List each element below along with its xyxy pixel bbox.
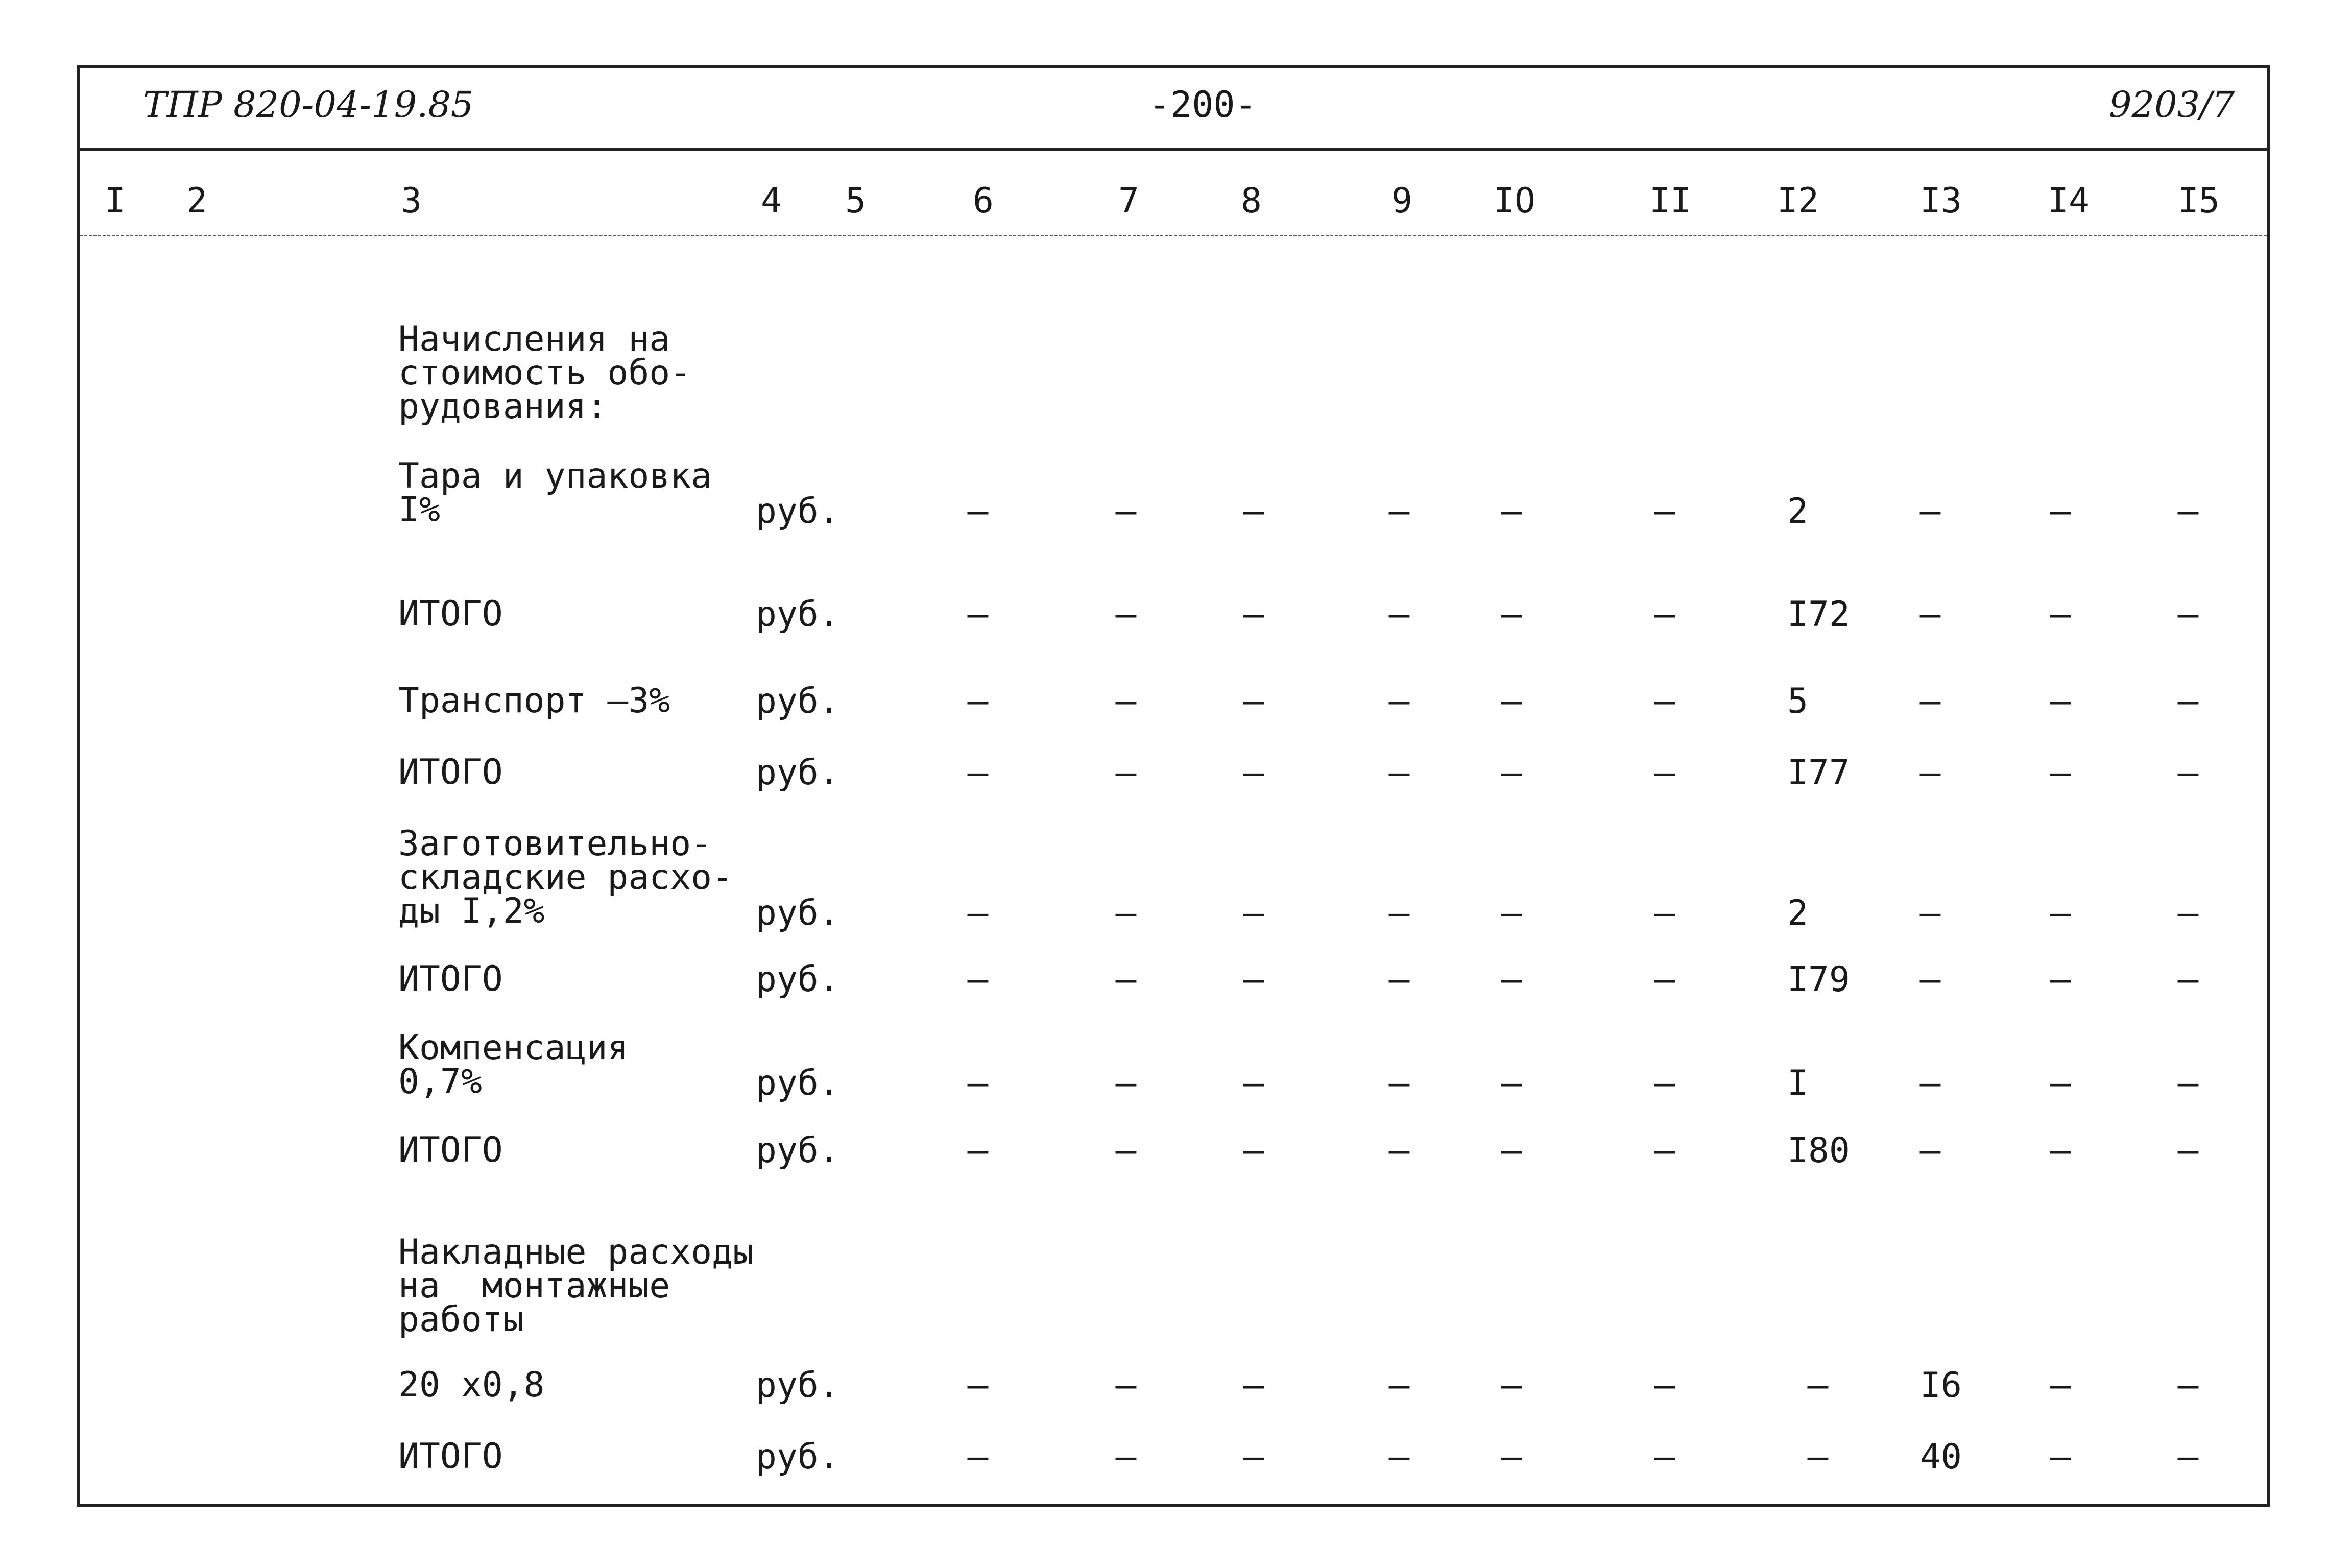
value-cell: – [1243, 681, 1264, 721]
row-label: Тара и упаковка I% [398, 456, 712, 530]
unit-cell: руб. [756, 893, 839, 933]
value-cell: – [1919, 753, 1941, 793]
value-cell: – [1388, 681, 1410, 721]
col-num-10: IO [1494, 181, 1535, 221]
value-cell: 5 [1787, 681, 1808, 721]
col-num-8: 8 [1241, 181, 1262, 221]
value-cell: – [2050, 1437, 2071, 1477]
row-label: Транспорт –3% [398, 681, 670, 721]
value-cell: I [1787, 1063, 1808, 1103]
section2-title: Накладные расходы на монтажные работы [398, 1232, 754, 1340]
value-cell: – [1654, 681, 1675, 721]
value-cell: I6 [1920, 1365, 1962, 1406]
value-cell: – [2050, 1365, 2071, 1406]
unit-cell: руб. [756, 1365, 839, 1406]
header-divider [80, 148, 2267, 151]
row-label: Компенсация 0,7% [398, 1028, 629, 1102]
unit-cell: руб. [756, 1130, 839, 1171]
value-cell: I79 [1787, 959, 1850, 1000]
unit-cell: руб. [756, 681, 839, 721]
value-cell: – [1501, 1365, 1522, 1406]
value-cell: – [967, 1365, 989, 1406]
value-cell: – [1243, 893, 1264, 933]
value-cell: – [967, 681, 989, 721]
value-cell: – [1243, 594, 1264, 635]
value-cell: – [1919, 491, 1941, 532]
value-cell: – [1501, 1437, 1522, 1477]
value-cell: – [2050, 1130, 2071, 1171]
col-num-1: I [105, 181, 126, 221]
col-num-7: 7 [1118, 181, 1139, 221]
value-cell: – [2050, 753, 2071, 793]
col-num-12: I2 [1777, 181, 1819, 221]
page-number: -200- [1149, 84, 1257, 126]
value-cell: – [1388, 1130, 1410, 1171]
value-cell: – [1501, 1130, 1522, 1171]
unit-cell: руб. [756, 1063, 839, 1103]
value-cell: 40 [1920, 1437, 1962, 1477]
value-cell: – [1501, 594, 1522, 635]
value-cell: – [1388, 1063, 1410, 1103]
value-cell: – [1115, 594, 1137, 635]
value-cell: – [1654, 1130, 1675, 1171]
value-cell: – [1115, 1365, 1137, 1406]
value-cell: – [1501, 959, 1522, 1000]
value-cell: – [1388, 594, 1410, 635]
value-cell: – [2050, 681, 2071, 721]
value-cell: – [967, 1437, 989, 1477]
unit-cell: руб. [756, 491, 839, 532]
value-cell: – [2177, 1063, 2199, 1103]
unit-cell: руб. [756, 753, 839, 793]
value-cell: – [1243, 753, 1264, 793]
value-cell: – [1654, 1063, 1675, 1103]
value-cell: 2 [1787, 893, 1808, 933]
row-label: ИТОГО [398, 959, 503, 999]
value-cell: – [1654, 893, 1675, 933]
value-cell: – [967, 491, 989, 532]
col-num-3: 3 [401, 181, 422, 221]
value-cell: – [1654, 1437, 1675, 1477]
value-cell: – [1388, 1365, 1410, 1406]
value-cell: – [1807, 1437, 1829, 1477]
value-cell: I80 [1787, 1130, 1850, 1171]
value-cell: – [967, 753, 989, 793]
col-num-5: 5 [845, 181, 866, 221]
value-cell: – [1919, 681, 1941, 721]
value-cell: – [1501, 681, 1522, 721]
section-title: Начисления на стоимость обо- рудования: [398, 319, 691, 427]
value-cell: – [1654, 594, 1675, 635]
value-cell: – [1919, 1063, 1941, 1103]
value-cell: – [1115, 893, 1137, 933]
unit-cell: руб. [756, 594, 839, 635]
row-label: Заготовительно- складские расхо- ды I,2% [398, 824, 733, 931]
row-label: ИТОГО [398, 1436, 503, 1477]
value-cell: – [1654, 959, 1675, 1000]
row-label: ИТОГО [398, 752, 503, 792]
col-num-2: 2 [186, 181, 207, 221]
value-cell: – [1388, 893, 1410, 933]
value-cell: – [1654, 1365, 1675, 1406]
value-cell: – [1654, 491, 1675, 532]
value-cell: – [967, 1063, 989, 1103]
value-cell: – [2050, 959, 2071, 1000]
row-label: 20 х0,8 [398, 1365, 545, 1405]
value-cell: – [967, 594, 989, 635]
value-cell: 2 [1787, 491, 1808, 532]
value-cell: – [2050, 594, 2071, 635]
value-cell: – [967, 1130, 989, 1171]
value-cell: – [2177, 753, 2199, 793]
row-label: ИТОГО [398, 594, 503, 634]
value-cell: – [967, 959, 989, 1000]
value-cell: – [1501, 753, 1522, 793]
value-cell: – [1115, 491, 1137, 532]
unit-cell: руб. [756, 959, 839, 1000]
col-num-13: I3 [1920, 181, 1962, 221]
value-cell: – [1115, 1437, 1137, 1477]
value-cell: – [2177, 1437, 2199, 1477]
value-cell: – [1243, 1365, 1264, 1406]
value-cell: – [1115, 959, 1137, 1000]
value-cell: – [2177, 681, 2199, 721]
value-cell: – [1501, 893, 1522, 933]
value-cell: – [1115, 1063, 1137, 1103]
value-cell: – [2177, 491, 2199, 532]
value-cell: – [967, 893, 989, 933]
value-cell: – [2177, 893, 2199, 933]
value-cell: – [1243, 1130, 1264, 1171]
col-num-4: 4 [761, 181, 782, 221]
value-cell: – [2050, 893, 2071, 933]
value-cell: – [1501, 491, 1522, 532]
value-cell: – [1919, 959, 1941, 1000]
value-cell: – [1243, 491, 1264, 532]
unit-cell: руб. [756, 1437, 839, 1477]
value-cell: – [1243, 959, 1264, 1000]
value-cell: – [1115, 753, 1137, 793]
value-cell: – [1115, 681, 1137, 721]
column-header-divider [80, 235, 2267, 236]
value-cell: – [1388, 491, 1410, 532]
col-num-9: 9 [1391, 181, 1412, 221]
value-cell: – [1919, 594, 1941, 635]
value-cell: I72 [1787, 594, 1850, 635]
value-cell: – [1115, 1130, 1137, 1171]
col-num-6: 6 [973, 181, 994, 221]
value-cell: – [2177, 959, 2199, 1000]
value-cell: – [2050, 491, 2071, 532]
value-cell: – [2050, 1063, 2071, 1103]
col-num-11: II [1649, 181, 1691, 221]
value-cell: – [1807, 1365, 1829, 1406]
sheet-code: 9203/7 [2109, 84, 2235, 126]
doc-code: ТПР 820-04-19.85 [143, 84, 474, 126]
value-cell: – [2177, 594, 2199, 635]
value-cell: – [1654, 753, 1675, 793]
row-label: ИТОГО [398, 1130, 503, 1170]
value-cell: – [2177, 1365, 2199, 1406]
value-cell: – [1243, 1063, 1264, 1103]
value-cell: – [1919, 893, 1941, 933]
value-cell: I77 [1787, 753, 1850, 793]
value-cell: – [2177, 1130, 2199, 1171]
value-cell: – [1388, 753, 1410, 793]
value-cell: – [1501, 1063, 1522, 1103]
value-cell: – [1388, 959, 1410, 1000]
col-num-14: I4 [2048, 181, 2090, 221]
value-cell: – [1243, 1437, 1264, 1477]
col-num-15: I5 [2178, 181, 2220, 221]
value-cell: – [1919, 1130, 1941, 1171]
value-cell: – [1388, 1437, 1410, 1477]
